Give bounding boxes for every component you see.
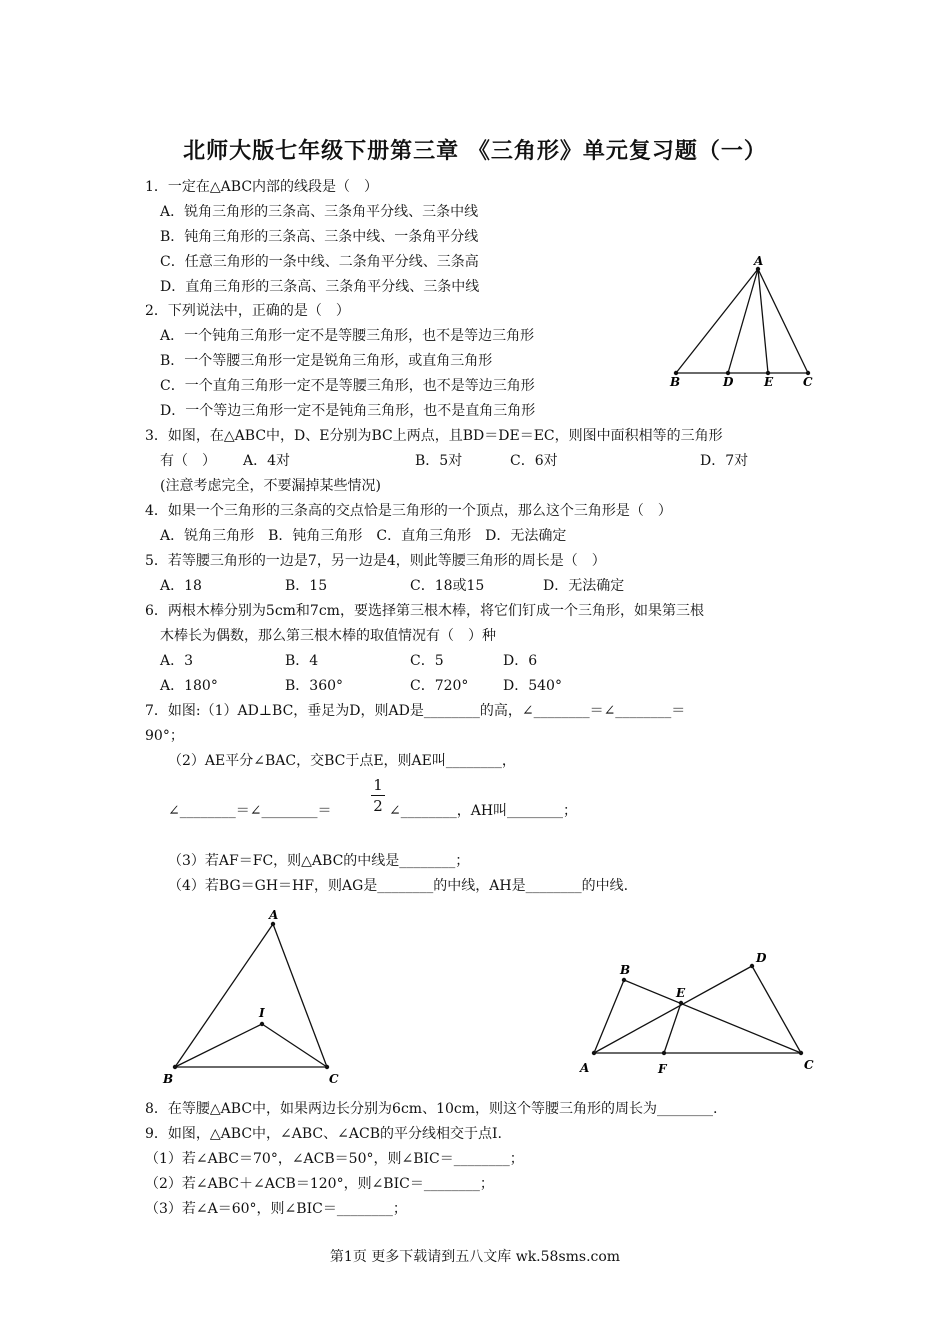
q5-option-d: D．无法确定: [543, 578, 625, 594]
q3-option-b: B．5对: [415, 453, 463, 469]
q8-stem: 8．在等腰△ABC中，如果两边长分别为6cm、10cm，则这个等腰三角形的周长为________.: [145, 1101, 718, 1117]
fig3-point-e: [679, 1001, 683, 1005]
fig2-side-ac: [273, 924, 327, 1067]
fig2-segment-ci: [262, 1024, 327, 1067]
fig3-side-ad: [594, 966, 752, 1053]
page-footer: 第1页 更多下载请到五八文库 wk.58sms.com: [329, 1249, 621, 1265]
q4-options: A．锐角三角形 B．钝角三角形 C．直角三角形 D．无法确定: [160, 528, 567, 544]
fig2-point-a: [271, 922, 275, 926]
fig1-label-c: C: [803, 375, 813, 389]
fig2-side-ab: [175, 924, 273, 1067]
fig1-side-ab: [676, 269, 758, 373]
q3-stem-cont: 有（ ）: [160, 453, 216, 469]
fig3-label-a: A: [580, 1061, 590, 1075]
q7-part3: （3）若AF＝FC，则△ABC的中线是________；: [168, 853, 470, 869]
fig3-point-f: [662, 1051, 666, 1055]
q7-part2-end: ∠________，AH叫________；: [389, 803, 578, 819]
extra-option-a: A．180°: [160, 678, 218, 694]
fig3-label-d: D: [756, 951, 767, 965]
q1-option-d: D．直角三角形的三条高、三条角平分线、三条中线: [160, 279, 480, 295]
fig3-point-a: [592, 1051, 596, 1055]
q5-option-c: C．18或15: [410, 578, 485, 594]
q9-stem: 9．如图，△ABC中，∠ABC、∠ACB的平分线相交于点I.: [145, 1126, 502, 1142]
page-title: 北师大版七年级下册第三章 《三角形》单元复习题（一）: [183, 139, 767, 164]
q3-note: (注意考虑完全，不要漏掉某些情况): [160, 478, 381, 494]
q2-option-b: B．一个等腰三角形一定是锐角三角形，或直角三角形: [160, 353, 493, 369]
q1-option-c: C．任意三角形的一条中线、二条角平分线、三条高: [160, 254, 479, 270]
q3-stem: 3．如图，在△ABC中，D、E分别为BC上两点，且BD＝DE＝EC，则图中面积相等的三角形: [145, 428, 723, 444]
fig2-point-b: [173, 1065, 177, 1069]
fig2-label-i: I: [259, 1006, 265, 1020]
fig3-point-d: [750, 964, 754, 968]
half-fraction: [371, 776, 385, 815]
q6-option-b: B．4: [285, 653, 319, 669]
q7-stem: 7．如图:（1）AD⊥BC，垂足为D，则AD是________的高，∠________＝∠________＝: [145, 703, 686, 719]
q1-option-b: B．钝角三角形的三条高、三条中线、一条角平分线: [160, 229, 479, 245]
q6-option-a: A．3: [160, 653, 194, 669]
q7-part4: （4）若BG＝GH＝HF，则AG是________的中线，AH是________的中线.: [168, 878, 629, 894]
extra-option-b: B．360°: [285, 678, 344, 694]
fig2-segment-bi: [175, 1024, 262, 1067]
fig3-label-f: F: [658, 1062, 667, 1076]
q2-option-c: C．一个直角三角形一定不是等腰三角形，也不是等边三角形: [160, 378, 535, 394]
fig1-label-e: E: [764, 375, 774, 389]
q3-option-a: A．4对: [243, 453, 291, 469]
figure-triangle-incenter: [155, 905, 355, 1090]
q2-stem: 2．下列说法中，正确的是（ ）: [145, 303, 350, 319]
q7-stem-cont: 90°；: [145, 728, 184, 744]
fig1-segment-ad: [728, 269, 758, 373]
fraction-numerator: 1: [373, 776, 383, 794]
fig3-side-dc: [752, 966, 801, 1053]
q5-option-b: B．15: [285, 578, 328, 594]
q6-stem: 6．两根木棒分别为5cm和7cm，要选择第三根木棒，将它们钉成一个三角形，如果第三根: [145, 603, 704, 619]
q2-option-d: D．一个等边三角形一定不是钝角三角形，也不是直角三角形: [160, 403, 536, 419]
fig1-label-b: B: [670, 375, 681, 389]
q4-stem: 4．如果一个三角形的三条高的交点恰是三角形的一个顶点，那么这个三角形是（ ）: [145, 503, 672, 519]
fig3-label-e: E: [676, 986, 686, 1000]
q3-option-d: D．7对: [700, 453, 749, 469]
fig3-side-bc: [624, 980, 801, 1053]
fig3-label-c: C: [804, 1058, 814, 1072]
q3-option-c: C．6对: [510, 453, 558, 469]
fig2-label-b: B: [163, 1072, 174, 1086]
fig1-side-ac: [758, 269, 808, 373]
fig2-point-c: [325, 1065, 329, 1069]
q5-stem: 5．若等腰三角形的一边是7，另一边是4，则此等腰三角形的周长是（ ）: [145, 553, 606, 569]
fig1-label-a: A: [754, 255, 764, 268]
fig3-label-b: B: [620, 963, 631, 977]
fig2-point-i: [260, 1022, 264, 1026]
fig3-side-ab: [594, 980, 624, 1053]
figure-triangle-bdec: [660, 255, 820, 390]
fraction-bar: [371, 795, 385, 796]
q7-part2: （2）AE平分∠BAC，交BC于点E，则AE叫________，: [168, 753, 516, 769]
fig3-point-c: [799, 1051, 803, 1055]
fig1-label-d: D: [723, 375, 734, 389]
q5-option-a: A．18: [160, 578, 202, 594]
q9-part2: （2）若∠ABC＋∠ACB＝120°，则∠BIC＝________；: [145, 1176, 494, 1192]
q9-part1: （1）若∠ABC＝70°，∠ACB＝50°，则∠BIC＝________；: [145, 1151, 524, 1167]
q1-stem: 1．一定在△ABC内部的线段是（ ）: [145, 179, 379, 195]
extra-option-d: D．540°: [503, 678, 562, 694]
q7-part2-angles: ∠________＝∠________＝: [168, 803, 332, 819]
fig3-point-b: [622, 978, 626, 982]
fig2-label-c: C: [329, 1072, 339, 1086]
q6-option-c: C．5: [410, 653, 444, 669]
q9-part3: （3）若∠A＝60°，则∠BIC＝________；: [145, 1201, 407, 1217]
q6-stem-cont: 木棒长为偶数，那么第三根木棒的取值情况有（ ）种: [160, 628, 496, 644]
q2-option-a: A．一个钝角三角形一定不是等腰三角形，也不是等边三角形: [160, 328, 535, 344]
q6-option-d: D．6: [503, 653, 538, 669]
q1-option-a: A．锐角三角形的三条高、三条角平分线、三条中线: [160, 204, 479, 220]
figure-crossing-triangles: [575, 945, 825, 1080]
fig1-segment-ae: [758, 269, 768, 373]
fraction-denominator: 2: [373, 797, 383, 815]
extra-option-c: C．720°: [410, 678, 469, 694]
fig2-label-a: A: [269, 908, 279, 922]
